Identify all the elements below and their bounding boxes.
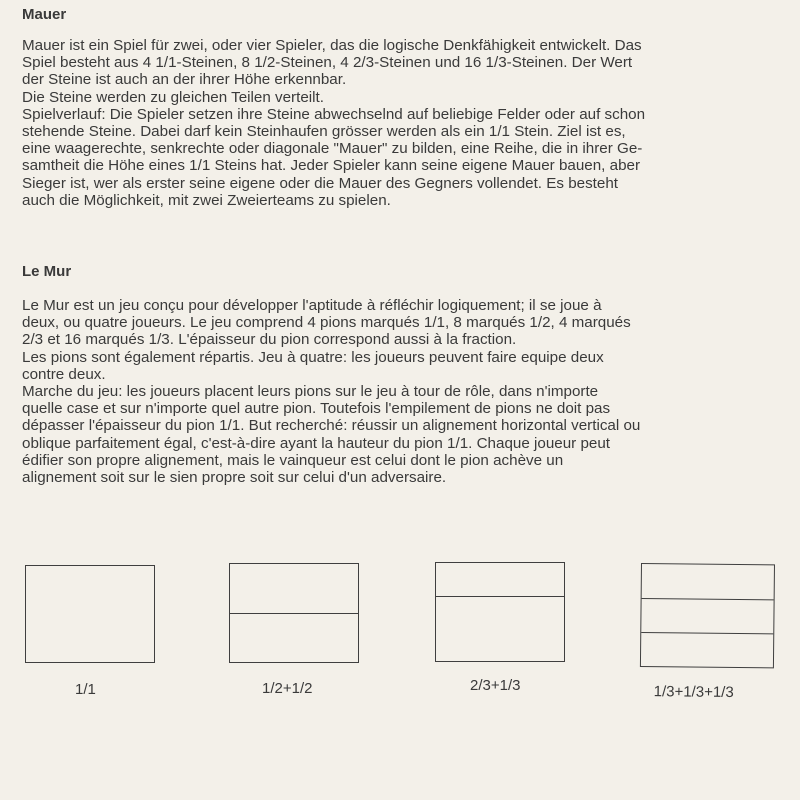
text-line: auch die Möglichkeit, mit zwei Zweierteams zu spielen. <box>22 191 391 209</box>
text-line: Sieger ist, wer als erster seine eigene oder die Mauer des Gegners vollendet. Es besteht <box>22 174 619 192</box>
text-line: Marche du jeu: les joueurs placent leurs pions sur le jeu à tour de rôle, dans n'importe <box>22 383 599 401</box>
text-line: Le Mur est un jeu conçu pour développer l'aptitude à réfléchir logiquement; il se joue à <box>22 297 602 314</box>
section-body-le-mur <box>22 297 782 486</box>
text-line: der Steine ist auch an der ihrer Höhe erkennbar. <box>22 71 347 89</box>
text-line: stehende Steine. Dabei darf kein Steinhaufen grösser werden als ein 1/1 Stein. Ziel ist es, <box>22 123 626 141</box>
section-body-mauer <box>22 37 782 209</box>
figure-caption: 1/1 <box>75 681 96 698</box>
stone-divider-line <box>642 598 774 600</box>
text-line: oblique parfaitement égal, c'est-à-dire ayant la hauteur du pion 1/1. Chaque joueur peut <box>22 434 611 452</box>
stone-diagram <box>640 563 775 668</box>
stone-divider-line <box>641 632 773 634</box>
text-line: alignement soit sur le sien propre soit sur celui d'un adversaire. <box>22 469 447 487</box>
figure-caption: 2/3+1/3 <box>470 677 521 694</box>
text-line: Les pions sont également répartis. Jeu à quatre: les joueurs peuvent faire equipe deux <box>22 348 604 366</box>
text-line: édifier son propre alignement, mais le vainqueur est celui dont le pion achève un <box>22 451 564 469</box>
text-line: eine waagerechte, senkrechte oder diagonale "Mauer" zu bilden, eine Reihe, die in ihrer Ge- <box>22 140 643 158</box>
section-title-le-mur: Le Mur <box>22 263 72 280</box>
stone-divider-line <box>230 613 358 614</box>
text-line: Spielverlauf: Die Spieler setzen ihre Steine abwechselnd auf beliebige Felder oder auf schon <box>22 105 646 123</box>
stone-diagram <box>435 562 565 662</box>
text-line: contre deux. <box>22 365 106 383</box>
stone-diagram <box>229 563 359 663</box>
section-title-mauer: Mauer <box>22 6 67 23</box>
text-line: quelle case et sur n'importe quel autre pion. Toutefois l'empilement de pions ne doit pas <box>22 400 611 418</box>
text-line: dépasser l'épaisseur du pion 1/1. But recherché: réussir un alignement horizontal vertical ou <box>22 417 641 435</box>
text-line: samtheit die Höhe eines 1/1 Steins hat. Jeder Spieler kann seine eigene Mauer bauen, aber <box>22 157 641 175</box>
text-line: Die Steine werden zu gleichen Teilen verteilt. <box>22 88 324 106</box>
stone-diagram <box>25 565 155 663</box>
stone-divider-line <box>436 596 564 597</box>
text-line: Mauer ist ein Spiel für zwei, oder vier Spieler, das die logische Denkfähigkeit entwickelt. Das <box>22 37 642 54</box>
text-line: Spiel besteht aus 4 1/1-Steinen, 8 1/2-Steinen, 4 2/3-Steinen und 16 1/3-Steinen. Der Wert <box>22 54 633 72</box>
text-line: 2/3 et 16 marqués 1/3. L'épaisseur du pion correspond aussi à la fraction. <box>22 331 517 349</box>
figure-caption: 1/2+1/2 <box>262 680 313 697</box>
figure-caption: 1/3+1/3+1/3 <box>653 683 734 701</box>
text-line: deux, ou quatre joueurs. Le jeu comprend 4 pions marqués 1/1, 8 marqués 1/2, 4 marqués <box>22 314 631 332</box>
figure-1-3-plus-1-3-plus-1-3 <box>641 563 771 701</box>
